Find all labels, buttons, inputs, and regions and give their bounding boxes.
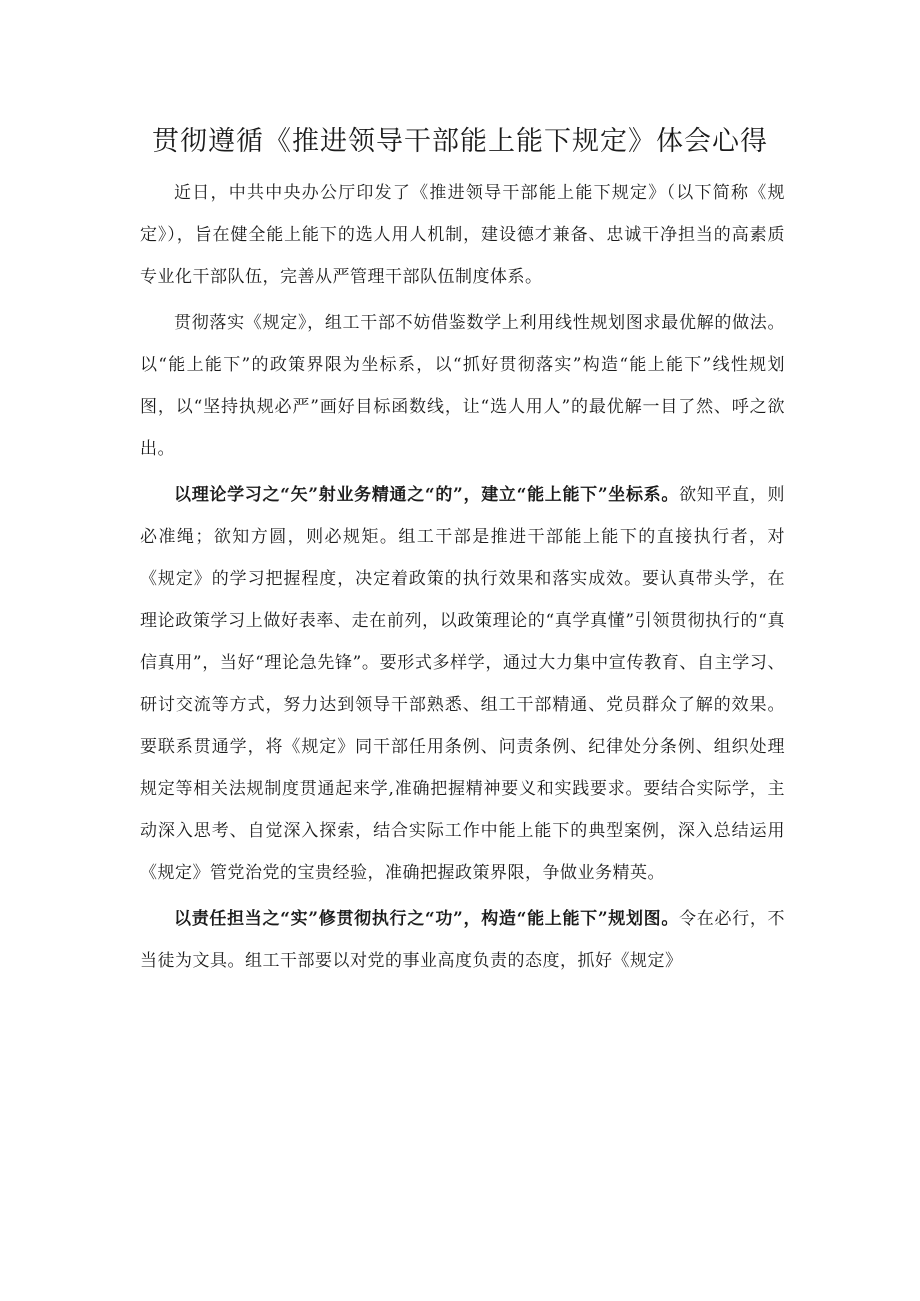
paragraph-text: 贯彻落实《规定》，组工干部不妨借鉴数学上利用线性规划图求最优解的做法。以“能上能下”的政策界限为坐标系，以“抓好贯彻落实”构造“能上能下”线性规划图，以“坚持执规必严”画好目标函数线，让“选人用人”的最优解一目了然、呼之欲出。: [140, 313, 785, 459]
paragraph-lead-heading: 以责任担当之“实”修贯彻执行之“功”，构造“能上能下”规划图。: [174, 909, 680, 929]
document-title: 贯彻遵循《推进领导干部能上能下规定》体会心得: [152, 126, 768, 157]
paragraph-text: 令在必行，不当徒为文具。组工干部要以对党的事业高度负责的态度，抓好《规定》: [140, 909, 786, 971]
paragraph-intro: [140, 172, 785, 298]
paragraph-lead-heading: 以理论学习之“矢”射业务精通之“的”，建立“能上能下”坐标系。: [174, 485, 680, 505]
paragraph-responsibility: [140, 898, 785, 982]
paragraph-text: 近日，中共中央办公厅印发了《推进领导干部能上能下规定》（以下简称《规定》），旨在健全能上能下的选人用人机制，建设德才兼备、忠诚干净担当的高素质专业化干部队伍，完善从严管理干部队伍制度体系。: [140, 183, 785, 287]
paragraph-text: 欲知平直，则必准绳；欲知方圆，则必规矩。组工干部是推进干部能上能下的直接执行者，对《规定》的学习把握程度，决定着政策的执行效果和落实成效。要认真带头学，在理论政策学习上做好表率、走在前列，以政策理论的“真学真懂”引领贯彻执行的“真信真用”，当好“理论急先锋”。要形式多样学，通过大力集中宣传教育、自主学习、研讨交流等方式，努力达到领导干部熟悉、组工干部精通、党员群众了解的效果。要联系贯通学，将《规定》同干部任用条例、问责条例、纪律处分条例、组织处理规定等相关法规制度贯通起来学,准确把握精神要义和实践要求。要结合实际学，主动深入思考、自觉深入探索，结合实际工作中能上能下的典型案例，深入总结运用《规定》管党治党的宝贵经验，准确把握政策界限，争做业务精英。: [140, 485, 786, 883]
paragraph-theory-study: [140, 474, 785, 894]
paragraph-overview: [140, 302, 785, 470]
document-body: [140, 172, 785, 986]
